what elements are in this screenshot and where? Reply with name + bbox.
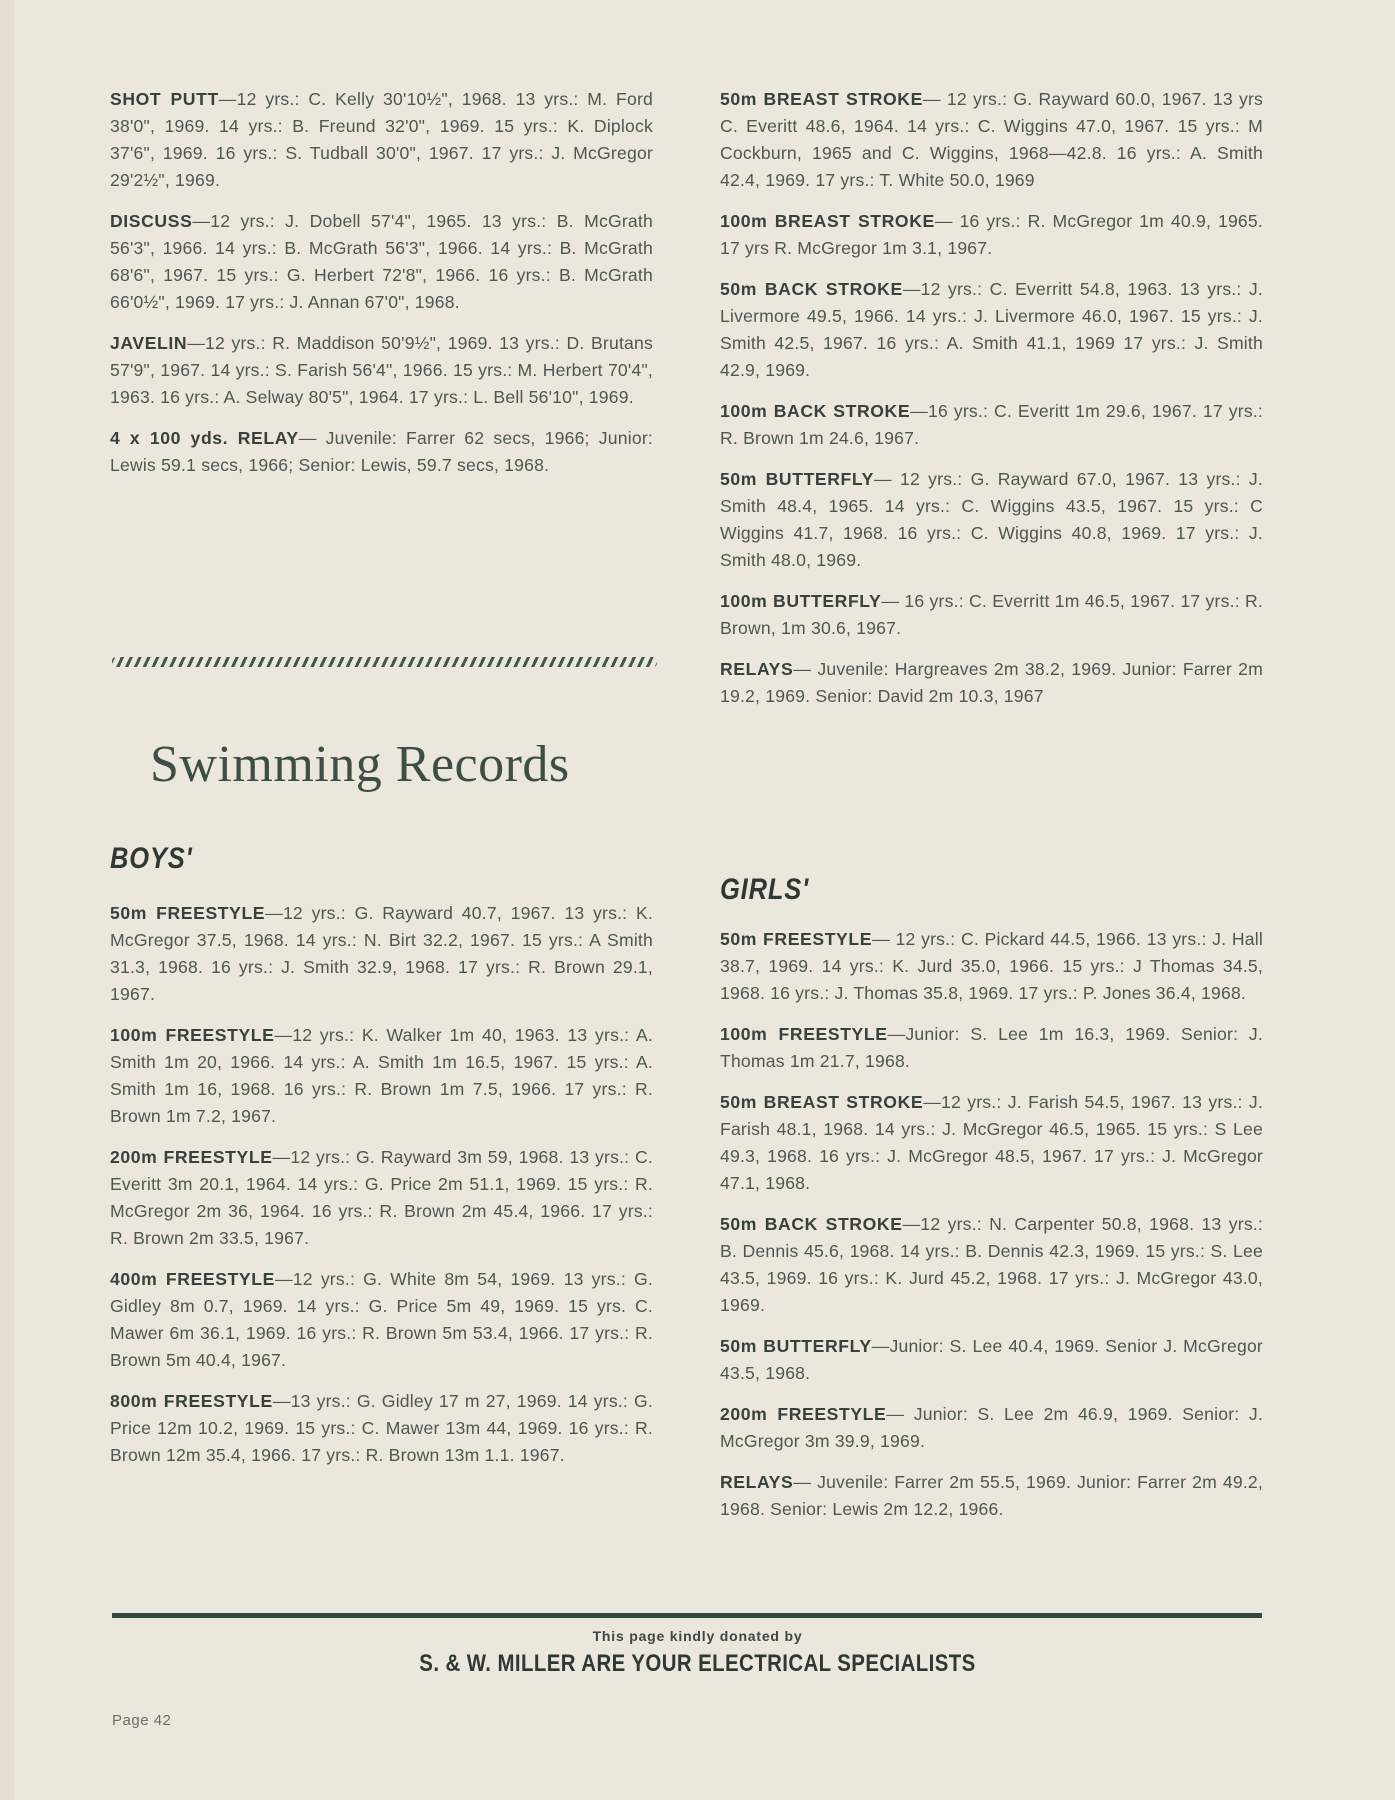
donated-note: This page kindly donated by: [592, 1628, 803, 1644]
girls-heading: GIRLS': [720, 873, 810, 906]
record-entry: [110, 1388, 653, 1469]
event-name: 100m BACK STROKE: [720, 401, 911, 421]
event-name: 200m FREESTYLE: [720, 1404, 887, 1424]
event-text: — 16 yrs.: R. McGregor 1m 40.9, 1965. 17 yrs R. McGregor 1m 3.1, 1967.: [720, 211, 1263, 258]
event-name: 100m BUTTERFLY: [720, 591, 882, 611]
event-text: —13 yrs.: G. Gidley 17 m 27, 1969. 14 yrs.: G. Price 12m 10.2, 1969. 15 yrs.: C. Mawer 13m 44, 1969. 16 yrs.: R. Brown 12m 35.4, 1966. 17 yrs.: R. Brown 13m 1.1. 1967.: [110, 1391, 653, 1465]
event-text: —12 yrs.: R. Maddison 50'9½", 1969. 13 yrs.: D. Brutans 57'9", 1967. 14 yrs.: S. Farish 56'4", 1966. 15 yrs.: M. Herbert 70'4", 1963. 16 yrs.: A. Selway 80'5", 1964. 17 yrs.: L. Bell 56'10", 1969.: [110, 333, 653, 407]
record-entry: [720, 208, 1263, 262]
event-text: —12 yrs.: C. Everritt 54.8, 1963. 13 yrs.: J. Livermore 49.5, 1966. 14 yrs.: J. Livermore 46.0, 1967. 15 yrs.: J. Smith 42.5, 1967. 16 yrs.: A. Smith 41.1, 1969 17 yrs.: J. Smith 42.9, 1969.: [720, 279, 1264, 380]
event-name: 50m BREAST STROKE: [720, 89, 923, 109]
event-text: — 16 yrs.: C. Everritt 1m 46.5, 1967. 17 yrs.: R. Brown, 1m 30.6, 1967.: [720, 591, 1263, 638]
record-entry: [720, 1089, 1263, 1197]
event-name: 100m FREESTYLE: [110, 1025, 275, 1045]
event-name: 4 x 100 yds. RELAY: [110, 428, 299, 448]
record-entry: [720, 656, 1263, 710]
record-entry: [720, 466, 1263, 574]
event-text: — 12 yrs.: G. Rayward 60.0, 1967. 13 yrs C. Everitt 48.6, 1964. 14 yrs.: C. Wiggins 47.0, 1967. 15 yrs.: M Cockburn, 1965 and C. Wiggins, 1968—42.8. 16 yrs.: A. Smith 42.4, 1969. 17 yrs.: T. White 50.0, 1969: [720, 89, 1263, 190]
event-name: JAVELIN: [110, 333, 188, 353]
record-entry: [720, 588, 1263, 642]
event-name: 50m BUTTERFLY: [720, 1336, 872, 1356]
record-entry: [110, 425, 653, 479]
event-text: —12 yrs.: J. Farish 54.5, 1967. 13 yrs.: J. Farish 48.1, 1968. 14 yrs.: J. McGregor 46.5, 1965. 15 yrs.: S Lee 49.3, 1968. 16 yrs.: J. McGregor 48.5, 1967. 17 yrs.: J. McGregor 47.1, 1968.: [720, 1092, 1263, 1193]
page-number: Page 42: [112, 1712, 172, 1729]
record-entry: [720, 1333, 1263, 1387]
page-title: Swimming Records: [150, 736, 570, 793]
record-entry: [110, 208, 653, 316]
event-text: —16 yrs.: C. Everitt 1m 29.6, 1967. 17 yrs.: R. Brown 1m 24.6, 1967.: [720, 401, 1263, 448]
event-name: 50m BACK STROKE: [720, 1214, 903, 1234]
event-name: 50m BREAST STROKE: [720, 1092, 924, 1112]
event-name: 50m FREESTYLE: [720, 929, 873, 949]
event-text: — 12 yrs.: C. Pickard 44.5, 1966. 13 yrs.: J. Hall 38.7, 1969. 14 yrs.: K. Jurd 35.0, 1966. 15 yrs.: J Thomas 34.5, 1968. 16 yrs.: J. Thomas 35.8, 1969. 17 yrs.: P. Jones 36.4, 1968.: [720, 929, 1264, 1003]
page-edge: [0, 0, 14, 1800]
record-entry: [720, 1401, 1263, 1455]
event-text: — Juvenile: Farrer 2m 55.5, 1969. Junior: Farrer 2m 49.2, 1968. Senior: Lewis 2m 12.2, 1966.: [720, 1472, 1263, 1519]
event-text: — 12 yrs.: G. Rayward 67.0, 1967. 13 yrs.: J. Smith 48.4, 1965. 14 yrs.: C. Wiggins 43.5, 1967. 15 yrs.: C Wiggins 41.7, 1968. 16 yrs.: C. Wiggins 40.8, 1969. 17 yrs.: J. Smith 48.0, 1969.: [720, 469, 1263, 570]
event-text: —Junior: S. Lee 40.4, 1969. Senior J. McGregor 43.5, 1968.: [720, 1336, 1263, 1383]
event-name: RELAYS: [720, 659, 794, 679]
decorative-divider: [112, 657, 657, 667]
event-text: —12 yrs.: J. Dobell 57'4", 1965. 13 yrs.: B. McGrath 56'3", 1966. 14 yrs.: B. McGrath 56'3", 1966. 14 yrs.: B. McGrath 68'6", 1967. 15 yrs.: G. Herbert 72'8", 1966. 16 yrs.: B. McGrath 66'0½", 1969. 17 yrs.: J. Annan 67'0", 1968.: [110, 211, 653, 312]
event-name: SHOT PUTT: [110, 89, 219, 109]
event-name: 50m BUTTERFLY: [720, 469, 874, 489]
record-entry: [110, 1144, 653, 1252]
event-name: 800m FREESTYLE: [110, 1391, 273, 1411]
event-name: 50m FREESTYLE: [110, 903, 266, 923]
event-name: 400m FREESTYLE: [110, 1269, 275, 1289]
boys-heading: BOYS': [110, 842, 193, 875]
event-name: RELAYS: [720, 1472, 794, 1492]
record-entry: [720, 1021, 1263, 1075]
boys-records-continued: [720, 86, 1263, 724]
record-entry: [720, 1211, 1263, 1319]
event-text: — Juvenile: Farrer 62 secs, 1966; Junior: Lewis 59.1 secs, 1966; Senior: Lewis, 59.7 secs, 1968.: [110, 428, 654, 475]
event-text: — Junior: S. Lee 2m 46.9, 1969. Senior: J. McGregor 3m 39.9, 1969.: [720, 1404, 1263, 1451]
event-name: 50m BACK STROKE: [720, 279, 903, 299]
event-text: —12 yrs.: G. White 8m 54, 1969. 13 yrs.: G. Gidley 8m 0.7, 1969. 14 yrs.: G. Price 5m 49, 1969. 15 yrs. C. Mawer 6m 36.1, 1969. 16 yrs.: R. Brown 5m 53.4, 1966. 17 yrs.: R. Brown 5m 40.4, 1967.: [110, 1269, 653, 1370]
record-entry: [720, 398, 1263, 452]
athletics-records: [110, 86, 653, 493]
record-entry: [110, 1022, 653, 1130]
footer-rule: [112, 1613, 1262, 1618]
event-name: DISCUSS: [110, 211, 193, 231]
record-entry: [110, 1266, 653, 1374]
record-entry: [110, 900, 653, 1008]
event-name: 100m FREESTYLE: [720, 1024, 888, 1044]
boys-records: [110, 900, 653, 1483]
event-name: 200m FREESTYLE: [110, 1147, 273, 1167]
girls-records: [720, 926, 1263, 1537]
record-entry: [110, 330, 653, 411]
record-entry: [110, 86, 653, 194]
record-entry: [720, 926, 1263, 1007]
record-entry: [720, 1469, 1263, 1523]
record-entry: [720, 276, 1263, 384]
event-text: —12 yrs.: N. Carpenter 50.8, 1968. 13 yrs.: B. Dennis 45.6, 1968. 14 yrs.: B. Dennis 42.3, 1969. 15 yrs.: S. Lee 43.5, 1969. 16 yrs.: K. Jurd 45.2, 1968. 17 yrs.: J. McGregor 43.0, 1969.: [720, 1214, 1263, 1315]
event-text: — Juvenile: Hargreaves 2m 38.2, 1969. Junior: Farrer 2m 19.2, 1969. Senior: David 2m 10.3, 1967: [720, 659, 1263, 706]
event-name: 100m BREAST STROKE: [720, 211, 935, 231]
event-text: —12 yrs.: C. Kelly 30'10½", 1968. 13 yrs.: M. Ford 38'0", 1969. 14 yrs.: B. Freund 32'0", 1969. 15 yrs.: K. Diplock 37'6", 1969. 16 yrs.: S. Tudball 30'0", 1967. 17 yrs.: J. McGregor 29'2½", 1969.: [110, 89, 653, 190]
event-text: —12 yrs.: G. Rayward 3m 59, 1968. 13 yrs.: C. Everitt 3m 20.1, 1964. 14 yrs.: G. Price 2m 51.1, 1969. 15 yrs.: R. McGregor 2m 36, 1964. 16 yrs.: R. Brown 2m 45.4, 1966. 17 yrs.: R. Brown 2m 33.5, 1967.: [110, 1147, 653, 1248]
event-text: —Junior: S. Lee 1m 16.3, 1969. Senior: J. Thomas 1m 21.7, 1968.: [720, 1024, 1263, 1071]
record-entry: [720, 86, 1263, 194]
event-text: —12 yrs.: K. Walker 1m 40, 1963. 13 yrs.: A. Smith 1m 20, 1966. 14 yrs.: A. Smith 1m 16.5, 1967. 15 yrs.: A. Smith 1m 16, 1968. 16 yrs.: R. Brown 1m 7.5, 1966. 17 yrs.: R. Brown 1m 7.2, 1967.: [110, 1025, 653, 1126]
event-text: —12 yrs.: G. Rayward 40.7, 1967. 13 yrs.: K. McGregor 37.5, 1968. 14 yrs.: N. Birt 32.2, 1967. 15 yrs.: A Smith 31.3, 1968. 16 yrs.: J. Smith 32.9, 1968. 17 yrs.: R. Brown 29.1, 1967.: [110, 903, 653, 1004]
sponsor-line: S. & W. MILLER ARE YOUR ELECTRICAL SPECIALISTS: [419, 1650, 976, 1677]
